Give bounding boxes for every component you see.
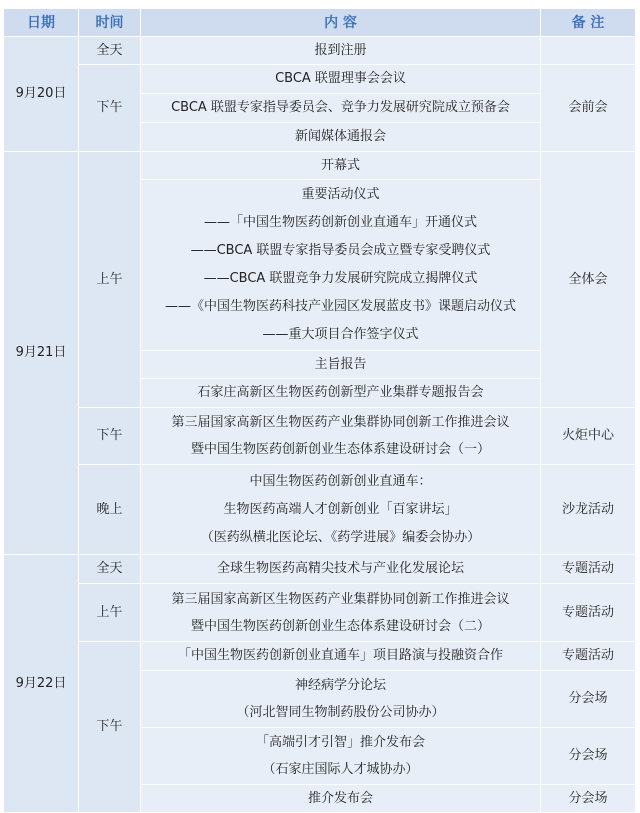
table-row: [4, 584, 636, 642]
time-cell: 下午: [79, 65, 141, 152]
table-row: [4, 642, 636, 671]
content-line: 神经病学分论坛: [294, 678, 386, 693]
ceremony-line: ——CBCA 联盟专家指导委员会成立暨专家受聘仪式: [190, 243, 491, 258]
note-cell: 专题活动: [541, 642, 636, 671]
note-cell: 专题活动: [541, 584, 636, 642]
content-cell: 石家庄高新区生物医药创新型产业集群专题报告会: [141, 379, 541, 408]
ceremony-line: ——CBCA 联盟竞争力发展研究院成立揭牌仪式: [203, 271, 478, 286]
content-cell: 主旨报告: [141, 351, 541, 379]
table-row: [4, 37, 636, 65]
content-line: （河北智同生物制药股份公司协办）: [236, 705, 445, 720]
note-cell: 分会场: [541, 728, 636, 785]
time-cell: 下午: [79, 408, 141, 465]
time-cell: 上午: [79, 584, 141, 642]
date-cell: 9月20日: [4, 37, 79, 152]
header-time: 时间: [79, 9, 141, 37]
time-cell: 全天: [79, 37, 141, 65]
content-cell: [141, 465, 541, 555]
content-cell: 新闻媒体通报会: [141, 123, 541, 152]
content-line: 「高端引才引智」推介发布会: [255, 735, 425, 750]
date-cell: 9月21日: [4, 152, 79, 555]
content-line: 第三届国家高新区生物医药产业集群协同创新工作推进会议: [171, 591, 510, 607]
content-cell: 报到注册: [141, 37, 541, 65]
table-row: [4, 152, 636, 180]
content-cell: CBCA 联盟理事会会议: [141, 65, 541, 94]
time-cell: 晚上: [79, 465, 141, 555]
content-line: 第三届国家高新区生物医药产业集群协同创新工作推进会议: [171, 415, 510, 430]
time-cell: 全天: [79, 555, 141, 584]
content-cell: 推介发布会: [141, 785, 541, 813]
ceremony-title: 重要活动仪式: [301, 187, 380, 202]
content-cell: [141, 584, 541, 642]
table-row: [4, 555, 636, 584]
note-cell: 沙龙活动: [541, 465, 636, 555]
header-note: 备 注: [541, 9, 636, 37]
note-cell: 火炬中心: [541, 408, 636, 465]
date-cell: 9月22日: [4, 555, 79, 813]
ceremony-line: ——《中国生物医药科技产业园区发展蓝皮书》课题启动仪式: [164, 299, 516, 314]
content-cell: [141, 728, 541, 785]
ceremony-line: ——重大项目合作签字仪式: [262, 327, 419, 342]
content-cell: 开幕式: [141, 152, 541, 180]
ceremony-line: ——「中国生物医药创新创业直通车」开通仪式: [203, 215, 477, 230]
note-cell: [541, 37, 636, 65]
content-line: 中国生物医药创新创业直通车：: [249, 473, 432, 489]
content-line: 暨中国生物医药创新创业生态体系建设研讨会（二）: [190, 618, 490, 634]
content-cell: CBCA 联盟专家指导委员会、竞争力发展研究院成立预备会: [141, 94, 541, 123]
content-line: 暨中国生物医药创新创业生态体系建设研讨会（一）: [190, 442, 490, 457]
content-line: （医药纵横北医论坛、《药学进展》编委会协办）: [200, 529, 481, 545]
note-cell: 会前会: [541, 65, 636, 152]
note-cell: 专题活动: [541, 555, 636, 584]
time-cell: 上午: [79, 152, 141, 408]
header-date: 日期: [4, 9, 79, 37]
content-cell: 「中国生物医药创新创业直通车」项目路演与投融资合作: [141, 642, 541, 671]
note-cell: 分会场: [541, 671, 636, 728]
content-cell: [141, 408, 541, 465]
content-cell: [141, 671, 541, 728]
schedule-table: [3, 8, 636, 813]
header-content: 内 容: [141, 9, 541, 37]
content-line: （石家庄国际人才城协办）: [262, 762, 419, 777]
table-row: [4, 465, 636, 555]
note-cell: 全体会: [541, 152, 636, 408]
note-cell: 分会场: [541, 785, 636, 813]
time-cell: 下午: [79, 642, 141, 813]
content-line: 生物医药高端人才创新创业「百家讲坛」: [223, 501, 458, 517]
table-header-row: [4, 9, 636, 37]
table-row: [4, 408, 636, 465]
table-row: [4, 65, 636, 94]
content-cell: [141, 180, 541, 351]
content-cell: 全球生物医药高精尖技术与产业化发展论坛: [141, 555, 541, 584]
